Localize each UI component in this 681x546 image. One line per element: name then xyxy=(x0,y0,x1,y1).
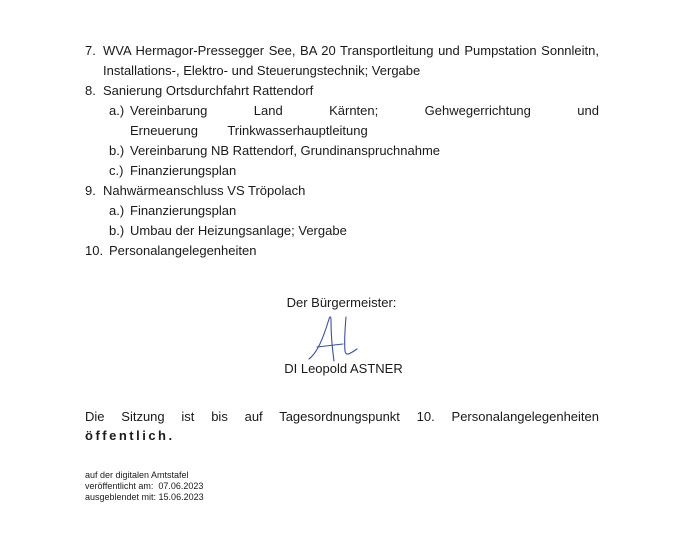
amtstafel-label: auf der digitalen Amtstafel xyxy=(85,470,189,480)
signature-title: Der Bürgermeister: xyxy=(286,295,397,310)
agenda-item-7 xyxy=(85,41,599,81)
agenda-item-text: WVA Hermagor-Pressegger See, BA 20 Transportleitung und Pumpstation Sonnleitn, Installations-, Elektro- und Steuerungstechnik; Vergabe xyxy=(103,43,599,78)
hidden-date: ausgeblendet mit: 15.06.2023 xyxy=(85,492,204,502)
agenda-item-text: Personalangelegenheiten xyxy=(109,243,257,258)
agenda-subitem xyxy=(109,201,599,221)
agenda-subitem-text: Vereinbarung Land Kärnten; Gehwegerrichtung und Erneuerung Trinkwasserhauptleitung xyxy=(130,103,599,138)
agenda-subitem xyxy=(109,101,599,141)
agenda-item-8 xyxy=(85,81,599,181)
agenda-item-number: 10. xyxy=(85,243,104,258)
agenda-subitem-text: Umbau der Heizungsanlage; Vergabe xyxy=(130,223,347,238)
agenda-subitem-text: Finanzierungsplan xyxy=(130,203,237,218)
handwritten-signature xyxy=(305,313,365,365)
agenda-item-10 xyxy=(85,241,599,261)
session-note-text: Die Sitzung ist bis auf Tagesordnungspunkt 10. Personalangelegenheiten xyxy=(85,409,599,424)
agenda-subitem-text: Finanzierungsplan xyxy=(130,163,237,178)
agenda-item-text: Nahwärmeanschluss VS Tröpolach xyxy=(103,183,306,198)
agenda-subitem-letter: c.) xyxy=(109,163,124,178)
published-date: veröffentlicht am: 07.06.2023 xyxy=(85,481,204,491)
agenda-subitem xyxy=(109,161,599,181)
agenda-item-text: Sanierung Ortsdurchfahrt Rattendorf xyxy=(103,83,314,98)
agenda-subitem-letter: b.) xyxy=(109,223,125,238)
agenda-item-9 xyxy=(85,181,599,241)
agenda-subitem xyxy=(109,141,599,161)
agenda-subitem-text: Vereinbarung NB Rattendorf, Grundinanspruchnahme xyxy=(130,143,441,158)
agenda-subitem xyxy=(109,221,599,241)
agenda-item-number: 9. xyxy=(85,183,96,198)
agenda-item-number: 7. xyxy=(85,43,96,58)
session-public-label: öffentlich. xyxy=(85,428,175,443)
agenda-list xyxy=(85,41,599,261)
amtstafel-note xyxy=(85,470,204,503)
signatory-name: DI Leopold ASTNER xyxy=(284,361,403,376)
agenda-subitem-letter: b.) xyxy=(109,143,125,158)
agenda-item-number: 8. xyxy=(85,83,96,98)
agenda-subitem-letter: a.) xyxy=(109,203,125,218)
session-note xyxy=(85,407,599,445)
agenda-subitem-letter: a.) xyxy=(109,103,125,118)
